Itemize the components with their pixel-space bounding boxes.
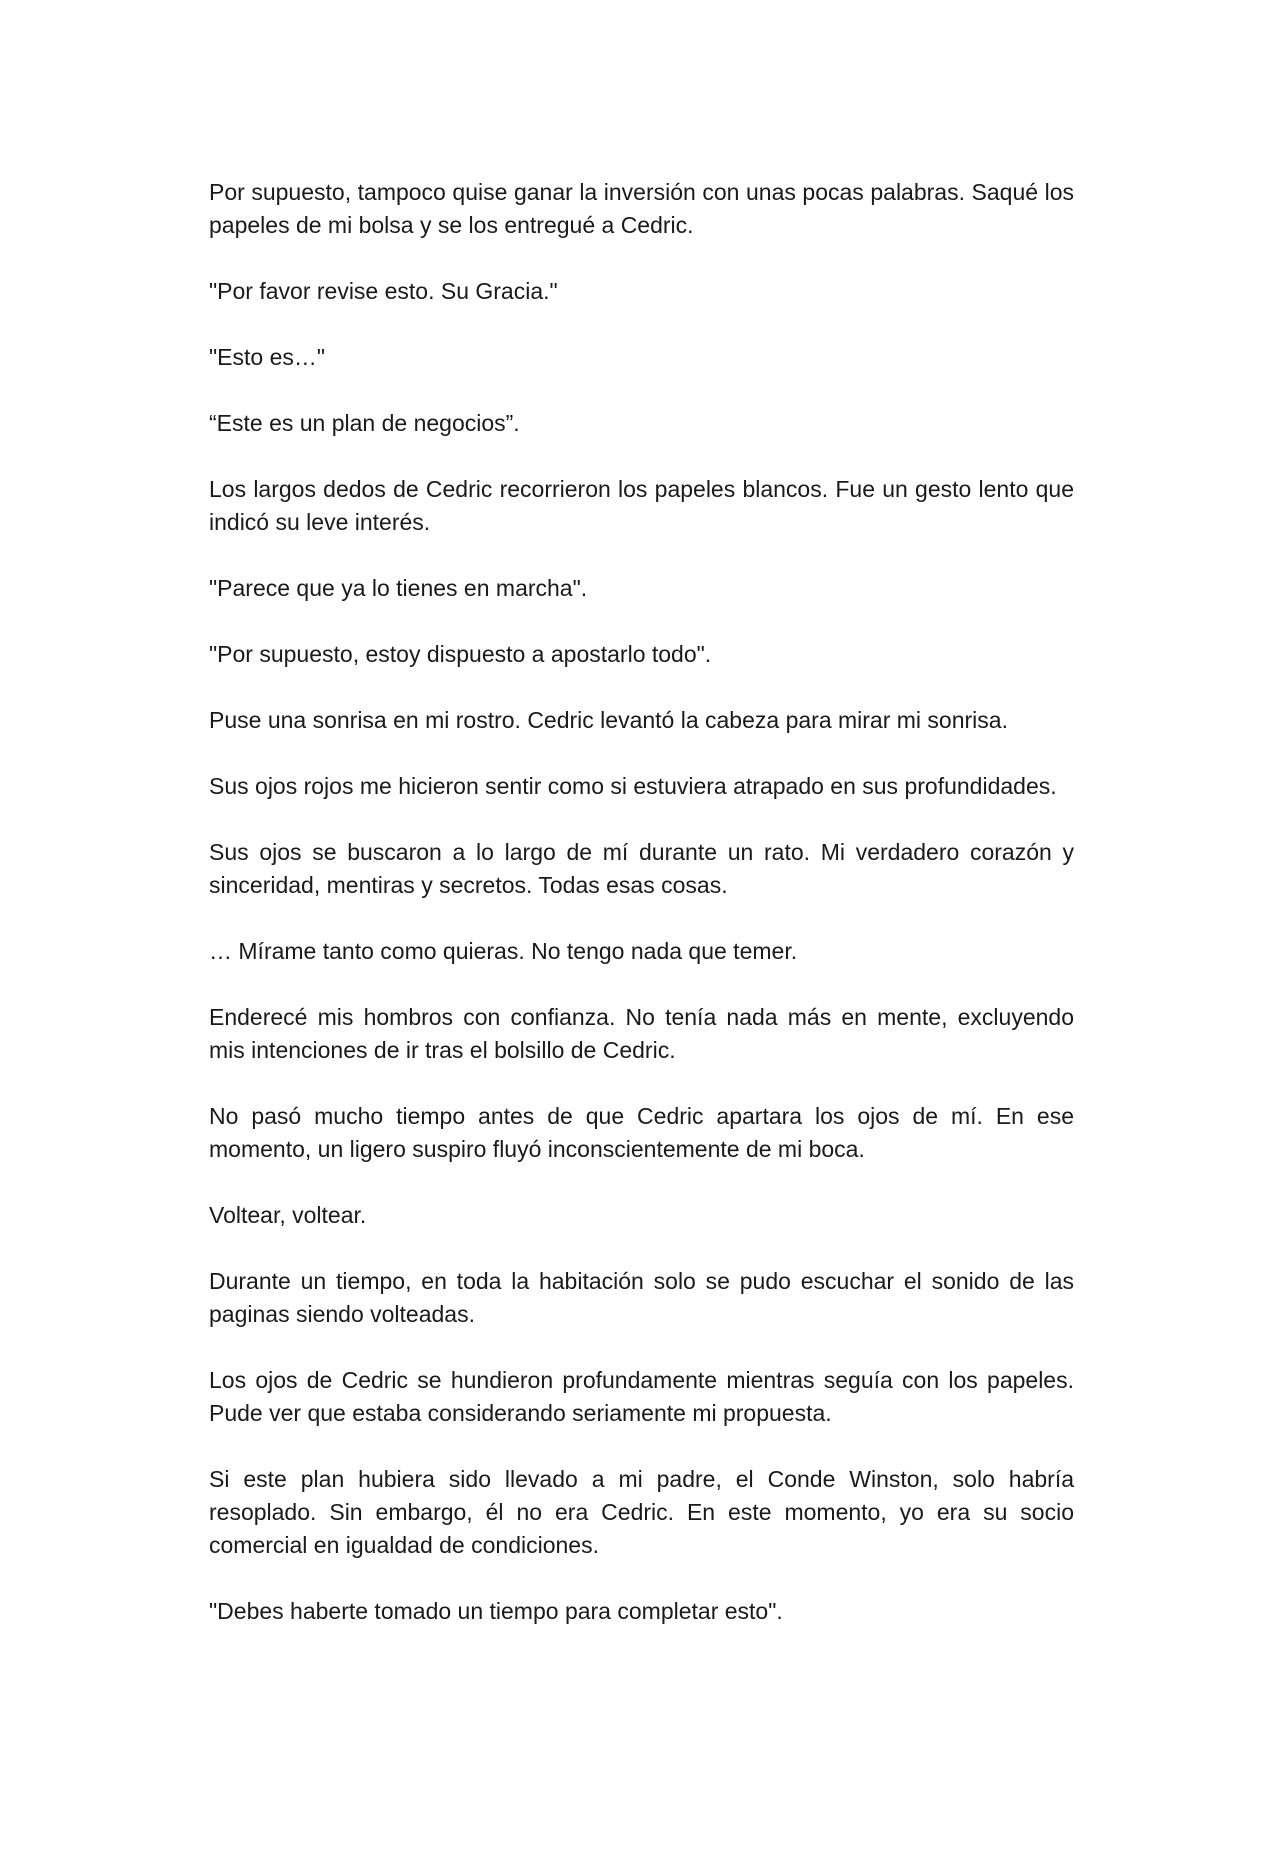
paragraph-17: Si este plan hubiera sido llevado a mi padre, el Conde Winston, solo habría resoplado. Sin embargo, él no era Cedric. En este momento, yo era su socio comercial en igualdad de condiciones. xyxy=(209,1466,1074,1558)
paragraph-7: "Por supuesto, estoy dispuesto a apostarlo todo". xyxy=(209,641,712,667)
paragraph-2: "Por favor revise esto. Su Gracia." xyxy=(209,278,558,304)
paragraph-5: Los largos dedos de Cedric recorrieron los papeles blancos. Fue un gesto lento que indicó su leve interés. xyxy=(209,476,1074,535)
paragraph-1: Por supuesto, tampoco quise ganar la inversión con unas pocas palabras. Saqué los papeles de mi bolsa y se los entregué a Cedric. xyxy=(209,179,1074,238)
body-text xyxy=(209,176,1074,1661)
paragraph-6: "Parece que ya lo tienes en marcha". xyxy=(209,575,588,601)
paragraph-4: “Este es un plan de negocios”. xyxy=(209,410,520,436)
paragraph-18: "Debes haberte tomado un tiempo para completar esto". xyxy=(209,1598,783,1624)
paragraph-3: "Esto es…" xyxy=(209,344,326,370)
paragraph-10: Sus ojos se buscaron a lo largo de mí durante un rato. Mi verdadero corazón y sinceridad, mentiras y secretos. Todas esas cosas. xyxy=(209,839,1074,898)
paragraph-12: Enderecé mis hombros con confianza. No tenía nada más en mente, excluyendo mis intenciones de ir tras el bolsillo de Cedric. xyxy=(209,1004,1074,1063)
paragraph-11: … Mírame tanto como quieras. No tengo nada que temer. xyxy=(209,938,798,964)
paragraph-8: Puse una sonrisa en mi rostro. Cedric levantó la cabeza para mirar mi sonrisa. xyxy=(209,707,1008,733)
paragraph-15: Durante un tiempo, en toda la habitación solo se pudo escuchar el sonido de las paginas siendo volteadas. xyxy=(209,1268,1074,1327)
paragraph-9: Sus ojos rojos me hicieron sentir como si estuviera atrapado en sus profundidades. xyxy=(209,773,1057,799)
paragraph-13: No pasó mucho tiempo antes de que Cedric apartara los ojos de mí. En ese momento, un ligero suspiro fluyó inconscientemente de mi boca. xyxy=(209,1103,1074,1162)
paragraph-16: Los ojos de Cedric se hundieron profundamente mientras seguía con los papeles. Pude ver que estaba considerando seriamente mi propuesta. xyxy=(209,1367,1074,1426)
paragraph-14: Voltear, voltear. xyxy=(209,1202,367,1228)
